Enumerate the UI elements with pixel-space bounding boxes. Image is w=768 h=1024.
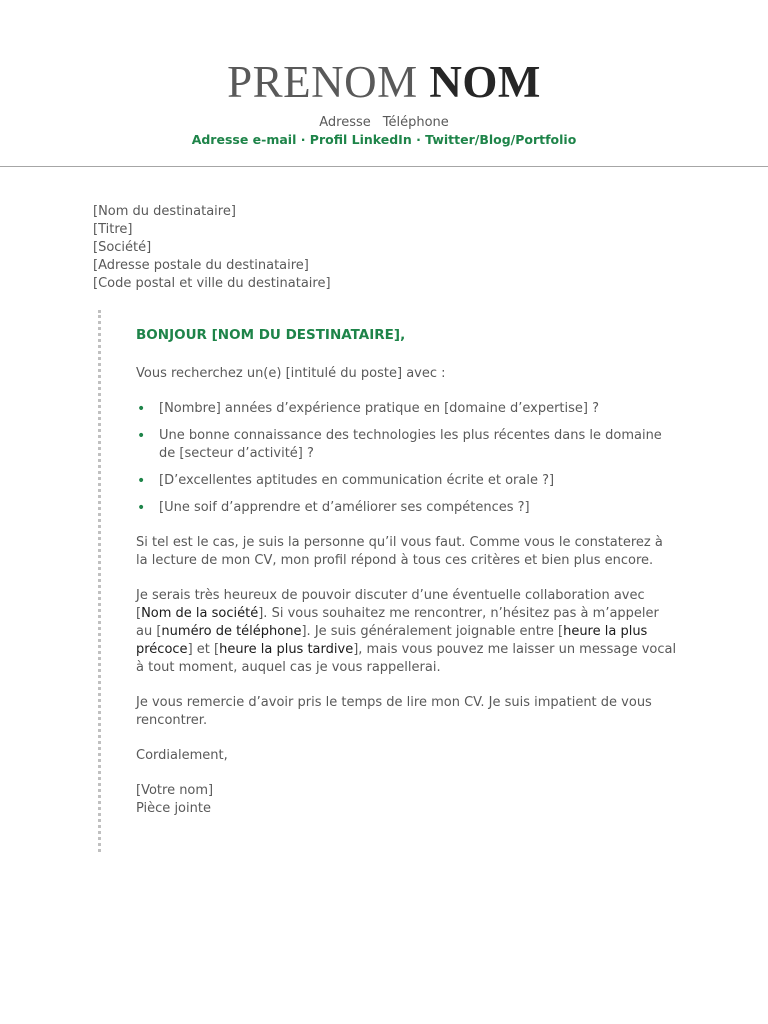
- signature-name: [Votre nom]: [136, 783, 214, 798]
- list-item-text: Une bonne connaissance des technologies les plus récentes dans le domaine de [secteur d’activité] ?: [159, 428, 662, 461]
- list-item: [136, 499, 678, 517]
- bullet-icon: •: [137, 428, 146, 444]
- dotted-margin-line: [98, 310, 101, 852]
- list-item: [136, 472, 678, 490]
- address-text: Adresse: [319, 115, 371, 130]
- bullet-icon: •: [137, 473, 146, 489]
- recipient-city: [Code postal et ville du destinataire]: [93, 276, 331, 291]
- contact-links: Adresse e-mail · Profil LinkedIn · Twitter/Blog/Portfolio: [191, 132, 577, 147]
- phone-placeholder: numéro de téléphone: [161, 624, 302, 639]
- bullet-icon: •: [137, 500, 146, 516]
- list-item: [136, 400, 678, 418]
- phone-text: Téléphone: [382, 115, 449, 130]
- salutation: BONJOUR [NOM DU DESTINATAIRE],: [136, 327, 406, 343]
- bullet-icon: •: [137, 401, 146, 417]
- closing: Cordialement,: [136, 748, 228, 763]
- company-placeholder: Nom de la société: [141, 606, 259, 621]
- letter-body: [136, 326, 678, 818]
- recipient-company: [Société]: [93, 240, 152, 255]
- contact-text-2: ]. Si vous souhaitez me rencontrer, n’hésitez pas à m’appeler au [: [136, 606, 659, 639]
- list-item-text: [Une soif d’apprendre et d’améliorer ses compétences ?]: [159, 500, 530, 515]
- list-item: [136, 427, 678, 463]
- recipient-address: [Adresse postale du destinataire]: [93, 258, 309, 273]
- paragraph-thanks: Je vous remercie d’avoir pris le temps de lire mon CV. Je suis impatient de vous rencontrer.: [136, 695, 652, 728]
- first-name: PRENOM: [227, 57, 418, 107]
- qualification-list: [136, 400, 678, 517]
- paragraph-contact: [136, 587, 678, 677]
- recipient-name: [Nom du destinataire]: [93, 204, 236, 219]
- contact-text-1: Je serais très heureux de pouvoir discuter d’une éventuelle collaboration avec [: [136, 588, 645, 621]
- contact-text-4: ] et [: [187, 642, 220, 657]
- last-name: NOM: [429, 57, 541, 107]
- recipient-title: [Titre]: [93, 222, 133, 237]
- header-divider: [0, 166, 768, 167]
- contact-line: [0, 114, 768, 131]
- list-item-text: [Nombre] années d’expérience pratique en [domaine d’expertise] ?: [159, 401, 600, 416]
- contact-text-3: ]. Je suis généralement joignable entre [: [301, 624, 564, 639]
- list-item-text: [D’excellentes aptitudes en communication écrite et orale ?]: [159, 473, 555, 488]
- contact-text-5: ], mais vous pouvez me laisser un message vocal à tout moment, auquel cas je vous rappellerai.: [136, 642, 677, 675]
- recipient-block: [93, 203, 331, 293]
- earliest-time-placeholder: heure la plus précoce: [136, 624, 648, 657]
- paragraph-fit: Si tel est le cas, je suis la personne qu’il vous faut. Comme vous le constaterez à la lecture de mon CV, mon profil répond à tous ces critères et bien plus encore.: [136, 535, 663, 568]
- enclosure-note: Pièce jointe: [136, 801, 211, 816]
- letter-header: [0, 58, 768, 148]
- intro-paragraph: Vous recherchez un(e) [intitulé du poste] avec :: [136, 366, 446, 381]
- applicant-name: [0, 58, 768, 106]
- latest-time-placeholder: heure la plus tardive: [219, 642, 354, 657]
